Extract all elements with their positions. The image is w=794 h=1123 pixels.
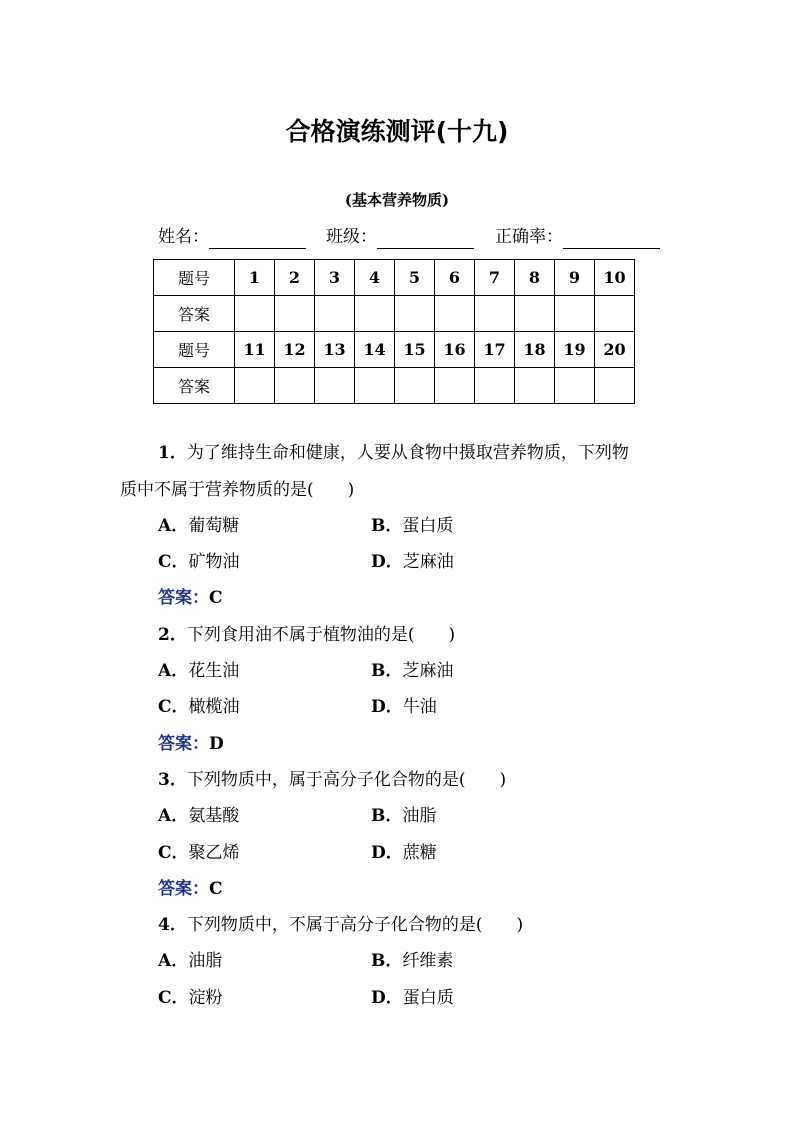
option-text: 蔗糖 <box>402 843 437 863</box>
answer-cell[interactable] <box>315 296 355 332</box>
question-number: 1． <box>158 443 187 463</box>
answer-cell[interactable] <box>595 368 635 404</box>
option-text: 花生油 <box>188 661 240 681</box>
question-2-stem <box>158 621 455 649</box>
name-field <box>158 225 306 249</box>
option-letter: C． <box>158 697 189 717</box>
question-text: 下列物质中，属于高分子化合物的是 <box>186 770 459 790</box>
question-number-header: 题号 <box>154 260 235 296</box>
question-number-cell: 7 <box>475 260 515 296</box>
question-number-cell: 5 <box>395 260 435 296</box>
option-c <box>158 548 240 576</box>
question-number-cell: 12 <box>275 332 315 368</box>
question-number-cell: 4 <box>355 260 395 296</box>
question-1-stem <box>158 439 629 467</box>
answer-cell[interactable] <box>595 296 635 332</box>
question-number-cell: 11 <box>235 332 275 368</box>
question-text: 为了维持生命和健康，人要从食物中摄取营养物质，下列物 <box>186 443 629 463</box>
option-text: 橄榄油 <box>188 697 240 717</box>
accuracy-blank[interactable] <box>563 228 660 249</box>
question-number-cell: 15 <box>395 332 435 368</box>
question-number-cell: 3 <box>315 260 355 296</box>
option-c <box>158 839 240 867</box>
question-text: 下列食用油不属于植物油的是 <box>186 625 408 645</box>
class-blank[interactable] <box>377 228 474 249</box>
answer-value: C <box>209 588 223 608</box>
question-number: 3． <box>158 770 187 790</box>
class-label: 班级： <box>326 227 377 247</box>
question-3-stem <box>158 766 506 794</box>
option-letter: B． <box>371 661 403 681</box>
question-number-cell: 17 <box>475 332 515 368</box>
question-number: 4． <box>158 915 187 935</box>
table-row <box>154 332 635 368</box>
answer-paren: ( ) <box>407 625 456 645</box>
answer-cell[interactable] <box>555 296 595 332</box>
answer-cell[interactable] <box>435 368 475 404</box>
answer-cell[interactable] <box>275 368 315 404</box>
option-letter: C． <box>158 988 189 1008</box>
answer-paren: ( ) <box>458 770 507 790</box>
page-subtitle: (基本营养物质) <box>344 191 450 209</box>
question-number-cell: 1 <box>235 260 275 296</box>
option-d <box>371 548 454 576</box>
option-b <box>371 802 436 830</box>
question-number-cell: 20 <box>595 332 635 368</box>
answer-line <box>158 875 223 903</box>
name-blank[interactable] <box>209 228 306 249</box>
option-text: 蛋白质 <box>402 988 454 1008</box>
question-number-cell: 19 <box>555 332 595 368</box>
option-c <box>158 984 223 1012</box>
option-letter: D． <box>371 552 403 572</box>
answer-value: C <box>209 879 223 899</box>
class-field <box>326 225 474 249</box>
question-number-cell: 9 <box>555 260 595 296</box>
question-number-cell: 13 <box>315 332 355 368</box>
question-number-cell: 18 <box>515 332 555 368</box>
answer-value: D <box>209 734 224 754</box>
answer-cell[interactable] <box>555 368 595 404</box>
option-d <box>371 693 437 721</box>
accuracy-field <box>495 225 660 249</box>
answer-line <box>158 730 224 758</box>
table-row <box>154 296 635 332</box>
option-text: 芝麻油 <box>402 552 454 572</box>
answer-cell[interactable] <box>355 296 395 332</box>
answer-cell[interactable] <box>355 368 395 404</box>
answer-label: 答案： <box>158 879 209 899</box>
option-letter: C． <box>158 552 189 572</box>
question-4-stem <box>158 911 523 939</box>
answer-cell[interactable] <box>235 296 275 332</box>
question-number-cell: 6 <box>435 260 475 296</box>
option-d <box>371 839 437 867</box>
answer-label: 答案： <box>158 588 209 608</box>
option-a <box>158 802 239 830</box>
page-title: 合格演练测评(十九) <box>285 117 509 146</box>
answer-cell[interactable] <box>395 368 435 404</box>
option-text: 油脂 <box>402 806 437 826</box>
question-number-header: 题号 <box>154 332 235 368</box>
question-number-cell: 14 <box>355 332 395 368</box>
option-letter: B． <box>371 951 403 971</box>
option-a <box>158 512 239 540</box>
answer-cell[interactable] <box>515 368 555 404</box>
option-text: 聚乙烯 <box>188 843 240 863</box>
table-row <box>154 260 635 296</box>
answer-paren: ( ) <box>475 915 524 935</box>
option-b <box>371 947 453 975</box>
option-text: 淀粉 <box>188 988 223 1008</box>
answer-cell[interactable] <box>475 368 515 404</box>
option-a <box>158 657 239 685</box>
option-text: 氨基酸 <box>188 806 240 826</box>
option-b <box>371 512 453 540</box>
option-letter: B． <box>371 516 403 536</box>
question-number-cell: 2 <box>275 260 315 296</box>
option-text: 葡萄糖 <box>188 516 240 536</box>
option-text: 矿物油 <box>188 552 240 572</box>
option-letter: C． <box>158 843 189 863</box>
answer-cell[interactable] <box>235 368 275 404</box>
name-label: 姓名： <box>158 227 209 247</box>
option-letter: D． <box>371 697 403 717</box>
option-b <box>371 657 453 685</box>
question-number: 2． <box>158 625 187 645</box>
question-text: 质中不属于营养物质的是 <box>120 480 307 500</box>
table-row <box>154 368 635 404</box>
option-text: 牛油 <box>402 697 437 717</box>
option-letter: D． <box>371 843 403 863</box>
option-letter: A． <box>158 951 189 971</box>
question-text: 下列物质中，不属于高分子化合物的是 <box>186 915 476 935</box>
question-number-cell: 10 <box>595 260 635 296</box>
question-number-cell: 16 <box>435 332 475 368</box>
option-text: 蛋白质 <box>402 516 454 536</box>
option-a <box>158 947 222 975</box>
accuracy-label: 正确率： <box>495 227 563 247</box>
question-1-stem-cont <box>120 476 354 504</box>
answer-cell[interactable] <box>315 368 355 404</box>
answer-cell[interactable] <box>435 296 475 332</box>
answer-label: 答案： <box>158 734 209 754</box>
option-letter: A． <box>158 661 189 681</box>
option-text: 油脂 <box>188 951 223 971</box>
option-letter: D． <box>371 988 403 1008</box>
option-letter: A． <box>158 806 189 826</box>
answer-cell[interactable] <box>515 296 555 332</box>
answer-line <box>158 584 223 612</box>
answer-paren: ( ) <box>307 480 355 500</box>
option-letter: B． <box>371 806 403 826</box>
option-c <box>158 693 240 721</box>
answer-cell[interactable] <box>395 296 435 332</box>
option-text: 纤维素 <box>402 951 454 971</box>
answer-sheet-table <box>153 259 635 404</box>
answer-cell[interactable] <box>475 296 515 332</box>
answer-header: 答案 <box>154 296 235 332</box>
option-text: 芝麻油 <box>402 661 454 681</box>
answer-header: 答案 <box>154 368 235 404</box>
question-number-cell: 8 <box>515 260 555 296</box>
answer-cell[interactable] <box>275 296 315 332</box>
option-letter: A． <box>158 516 189 536</box>
option-d <box>371 984 454 1012</box>
